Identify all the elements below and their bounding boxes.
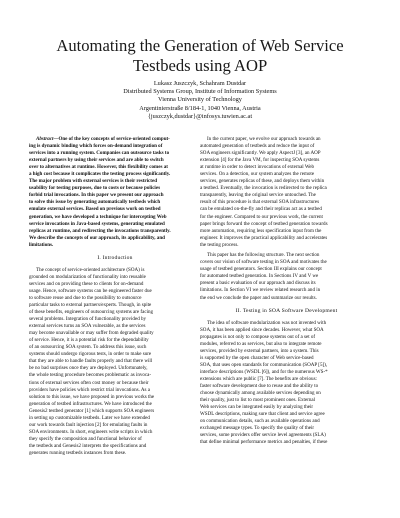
text-line: emulate external services. Based on previous work on testbed: [29, 206, 161, 213]
paper-title: [20, 36, 380, 76]
author-block: [40, 80, 360, 121]
text-line: faster software development due to reuse and the ability to: [200, 383, 319, 389]
text-line: a high cost because it complicates the testing process significantly.: [29, 171, 171, 178]
title-line-2: Testbeds using AOP: [132, 56, 268, 75]
left-column: [29, 136, 201, 457]
text-line: on communication details, such as available operations and: [200, 418, 320, 425]
text-line: the testbeds and Genesis2 interprets the specifications and: [29, 442, 147, 449]
text-line: The idea of software modularization was not invented with: [207, 319, 327, 326]
text-line: In the current paper, we evolve our approach towards an: [207, 136, 321, 142]
text-line: generation, we have developed a technique for intercepting Web: [29, 213, 167, 220]
text-line: SOA, that uses open standards for communication (SOAP [5]),: [200, 361, 328, 368]
text-line: replicas at runtime, and redirecting the invocations transparently.: [29, 227, 171, 234]
text-line: result of this procedure is that external SOA infrastructures: [200, 199, 320, 206]
text-line: particular tasks to external partners/experts. Though, in spite: [29, 301, 152, 308]
text-line: external services turns an SOA vulnerable, as the services: [29, 323, 146, 330]
text-line: limitations.: [29, 241, 54, 248]
text-line: usability for testing purposes, due to costs or because policies: [29, 185, 161, 192]
text-line: services. On a detection, our system analyzes the remote: [200, 171, 315, 178]
text-line: engineer. It improves the practical applicability and accelerates: [200, 234, 328, 241]
text-line: tions of external services often cost money or because their: [29, 379, 149, 386]
text-line: the testing process.: [200, 241, 239, 248]
text-line: WSDL descriptions, making sure that client and service agree: [200, 411, 325, 418]
text-line: This paper has the following structure. The next section: [207, 252, 320, 259]
affiliation-line-2: Vienna University of Technology: [158, 96, 242, 104]
text-line: interface descriptions (WSDL [6]), and for the numerous WS-*: [200, 368, 328, 375]
text-line: of these benefits, engineers of outsourcing systems are facing: [29, 309, 154, 316]
text-line: services, provided by external partners, into a system. This: [200, 347, 319, 354]
text-line: in setting up customizable testbeds. Later we have extended: [29, 414, 150, 421]
address-line: Argentinierstraße 8/184-1, 1040 Vienna, Austria: [139, 104, 261, 112]
text-line: SOA engineers significantly. We apply AspectJ [3], an AOP: [200, 150, 321, 157]
text-line: to solve this issue by generating automatically testbeds which: [29, 199, 161, 206]
text-line: solution to this issue, we have proposed in previous works the: [29, 393, 155, 400]
paragraph-structure: [200, 252, 373, 301]
text-line: that define minimal performance metrics and penalties, if these: [200, 439, 328, 446]
text-line: for automated testbed generation. In Sections IV and V we: [200, 273, 319, 280]
section-heading-testing-in-soa: II. Testing in SOA Software Development: [235, 307, 338, 314]
text-line: covers our vision of software testing in SOA and motivates the: [200, 259, 327, 266]
text-line: their quality, just to list to most prominent ones. External: [200, 397, 316, 404]
text-line: external partners by using their services and are able to switch: [29, 157, 164, 164]
text-line: to software reuse and due to the possibility to outsource: [29, 294, 142, 301]
right-column: [200, 136, 373, 446]
text-line: transparently, leaving the original service untouched. The: [200, 192, 316, 199]
abstract-label: Abstract: [36, 136, 54, 142]
text-line: they specify the composition and functional behavior of: [29, 435, 142, 442]
text-line: services, some providers offer service level agreements (SLA): [200, 432, 326, 439]
text-line: exchanged message types. To specify the quality of their: [200, 425, 315, 432]
text-line: grounded on modularization of functionality into reusable: [29, 273, 146, 280]
text-line: for the engineer. Compared to our previous work, the current: [200, 213, 323, 220]
text-line: generation of testbed infrastructures. We have introduced the: [29, 400, 152, 407]
abstract: [29, 136, 201, 249]
text-line: is supported by the open character of Web service-based: [200, 354, 314, 361]
text-line: over to alternatives at runtime. However, this flexibility comes at: [29, 164, 168, 171]
text-line: services, generates replicas of these, and deploys them within: [200, 178, 325, 185]
text-line: [29, 136, 201, 143]
text-line: a testbed. Eventually, the invocation is redirected to the replica: [200, 185, 327, 192]
text-line: the whole testing procedure becomes problematic as invoca-: [29, 372, 152, 379]
text-line: more automation, requiring less specification input from the: [200, 227, 322, 234]
author-names: Lukasz Juszczyk, Schahram Dustdar: [153, 80, 247, 87]
text-line: present a basic evaluation of our approach and discuss its: [200, 280, 316, 287]
section-heading-introduction: I. Introduction: [97, 254, 133, 261]
text-line: the end we conclude the paper and summarize our results.: [200, 294, 317, 301]
text-line: limitations. In Section VI we review related research and in: [200, 287, 321, 294]
text-line: modules, referred to as services, but also to integrate remote: [200, 340, 322, 347]
text-line: usage of testbed generators. Section III explains our concept: [200, 266, 322, 273]
text-line: paper brings forward the concept of testbed generation towards: [200, 220, 328, 227]
text-line: services into a running system. Companies can outsource tasks to: [29, 150, 170, 157]
text-line: that they are able to handle faults properly and that there will: [29, 358, 153, 365]
text-line: generates running testbeds instances from these.: [29, 449, 127, 456]
paragraph-modularization: [200, 320, 373, 447]
title-line-1: Automating the Generation of Web Service: [56, 36, 344, 55]
text-line: forbid trial invocations. In this paper we present our approach: [29, 192, 164, 199]
text-line: SOA environments. In short, engineers write scripts in which: [29, 428, 153, 435]
text-line: may become unavailable or may suffer from degraded quality: [29, 330, 154, 337]
text-line: several problems. Integration of functionality provided by: [29, 316, 147, 323]
introduction-paragraph: [29, 267, 201, 457]
text-line: of service. Hence, it is a potential risk for the dependability: [29, 337, 149, 344]
email-line: {juszczyk,dustdar}@infosys.tuwien.ac.at: [147, 112, 253, 120]
text-line: extension [4] for the Java VM, for inspecting SOA systems: [200, 157, 320, 164]
paragraph-current-paper: [200, 136, 373, 249]
text-line: systems should undergo rigorous tests, in order to make sure: [29, 351, 152, 358]
text-line: of an outsourcing SOA system. To address this issue, such: [29, 344, 147, 351]
text-fragment: —One of the key concepts of service-oriented comput-: [53, 136, 170, 142]
affiliation-line-1: Distributed Systems Group, Institute of Information Systems: [123, 88, 277, 96]
text-line: extensions which are public [7]. The benefits are obvious:: [200, 375, 317, 382]
text-line: can be emulated on-the-fly and their replicas act as a testbed: [200, 206, 322, 213]
text-line: automated generation of testbeds and reduce the input of: [200, 143, 315, 150]
text-line: propagates is not only to compose systems out of a set of: [200, 333, 316, 340]
text-line: Web services can be integrated easily by analyzing their: [200, 404, 314, 411]
text-line: ing is dynamic binding which forces on-demand integration of: [29, 143, 163, 150]
text-line: at runtime in order to detect invocations of external Web: [200, 164, 314, 171]
text-line: The major problem with external services is their restricted: [29, 178, 158, 185]
text-line: SOA, it has been applied since decades. However, what SOA: [200, 326, 324, 333]
text-line: services and on providing these to clients for on-demand: [29, 280, 144, 287]
text-line: providers have policies which restrict trial invocations. As a: [29, 386, 150, 393]
text-line: Genesis2 testbed generator [1] which supports SOA engineers: [29, 407, 155, 414]
text-line: usage. Hence, software systems can be engineered faster due: [29, 287, 152, 294]
text-line: choose dynamically among available services depending on: [200, 390, 321, 397]
text-line: service invocations in Java-based systems, generating emulated: [29, 220, 165, 227]
text-line: our work towards fault injection [2] for emulating faults in: [29, 421, 148, 428]
text-line: We describe the concepts of our approach, its applicability, and: [29, 234, 165, 241]
text-line: be no bad surprises once they are deployed. Unfortunately,: [29, 365, 148, 372]
text-line: The concept of service-oriented architecture (SOA) is: [36, 266, 145, 273]
